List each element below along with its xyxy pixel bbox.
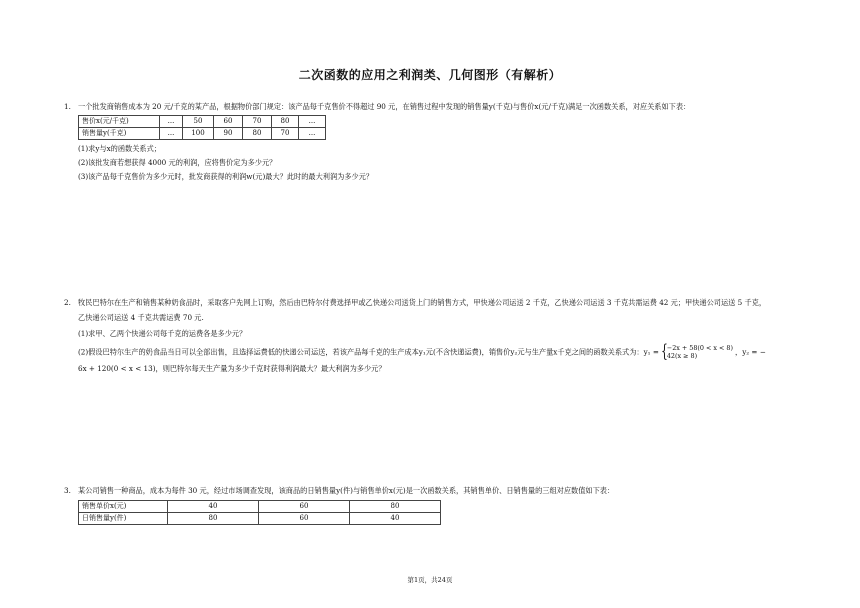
table-cell: 70	[243, 116, 272, 128]
question-stem-continued: 乙快递公司运送 4 千克共需运费 70 元.	[78, 313, 204, 322]
page-title: 二次函数的应用之利润类、几何图形（有解析）	[298, 68, 562, 82]
question-part: (1)求y与x的函数关系式；	[78, 144, 161, 153]
question-stem: 某公司销售一种商品，成本为每件 30 元，经过市场调查发现，该商品的日销售量y(件)与销售单价x(元)是一次函数关系，其销售单价、日销售量的三组对应数值如下表：	[78, 486, 615, 495]
table-cell: 50	[183, 116, 214, 128]
question-number: 1.	[64, 102, 71, 111]
question-part-continued: 6x + 120(0 < x < 13)，则巴特尔每天生产量为多少千克时获得利润最大？最大利润为多少元？	[78, 364, 386, 373]
table-cell: 60	[214, 116, 243, 128]
question-1	[64, 101, 804, 182]
table-cell: 40	[168, 501, 259, 513]
table-row	[79, 513, 441, 525]
piecewise-case: −2x + 58(0 < x < 8)	[666, 344, 733, 352]
table-cell: ...	[160, 116, 183, 128]
table-cell: 90	[214, 128, 243, 140]
question-part: (1)求甲、乙两个快递公司每千克的运费各是多少元？	[78, 329, 247, 338]
table-cell: 售价x(元/千克)	[79, 116, 160, 128]
price-quantity-table	[78, 115, 326, 140]
table-cell: 80	[350, 501, 441, 513]
table-cell: 60	[259, 501, 350, 513]
question-part: (3)该产品每千克售价为多少元时，批发商获得的利润w(元)最大？此时的最大利润为多少元？	[78, 172, 374, 181]
question-stem: 一个批发商销售成本为 20 元/千克的某产品，根据物价部门规定：该产品每千克售价不得超过 90 元，在销售过程中发现的销售量y(千克)与售价x(元/千克)满足一次函数关系，对应关系如下表：	[78, 102, 691, 111]
question-stem: 牧民巴特尔在生产和销售某种奶食品时，采取客户先网上订购，然后由巴特尔付费选择甲或乙快递公司送货上门的销售方式，甲快递公司运送 2 千克，乙快递公司运送 3 千克共需运费 42 元；甲快递公司运送 5 千克，	[78, 298, 767, 307]
brace-symbol: {	[660, 341, 668, 362]
table-cell: 销售单价x(元)	[79, 501, 168, 513]
table-cell: 100	[183, 128, 214, 140]
question-number: 2.	[64, 298, 71, 307]
table-row	[79, 116, 326, 128]
unit-price-sales-table	[78, 500, 441, 525]
question-part-2	[78, 341, 804, 362]
question-2	[64, 297, 804, 374]
question-part-text: ，y₂ = −	[735, 347, 766, 357]
table-cell: 60	[259, 513, 350, 525]
page-footer: 第1页，共24页	[407, 576, 453, 584]
table-cell: 日销售量y(件)	[79, 513, 168, 525]
question-part-text: (2)假设巴特尔生产的奶食品当日可以全部出售，且选择运费低的快递公司运送，若该产品每千克的生产成本y₁元(不含快递运费)，销售价y₂元与生产量x千克之间的函数关系式为：y₁ =	[78, 347, 659, 357]
table-cell: 80	[168, 513, 259, 525]
table-row	[79, 501, 441, 513]
table-cell: 销售量y(千克)	[79, 128, 160, 140]
table-cell: 40	[350, 513, 441, 525]
table-cell: ...	[160, 128, 183, 140]
table-cell: ...	[299, 128, 326, 140]
table-cell: 80	[272, 116, 299, 128]
piecewise-function	[660, 341, 733, 362]
piecewise-case: 42(x ≥ 8)	[666, 352, 698, 360]
table-cell: 80	[243, 128, 272, 140]
table-cell: 70	[272, 128, 299, 140]
question-number: 3.	[64, 486, 71, 495]
table-row	[79, 128, 326, 140]
question-part: (2)该批发商若想获得 4000 元的利润，应将售价定为多少元？	[78, 158, 277, 167]
question-3	[64, 485, 804, 525]
table-cell: ...	[299, 116, 326, 128]
